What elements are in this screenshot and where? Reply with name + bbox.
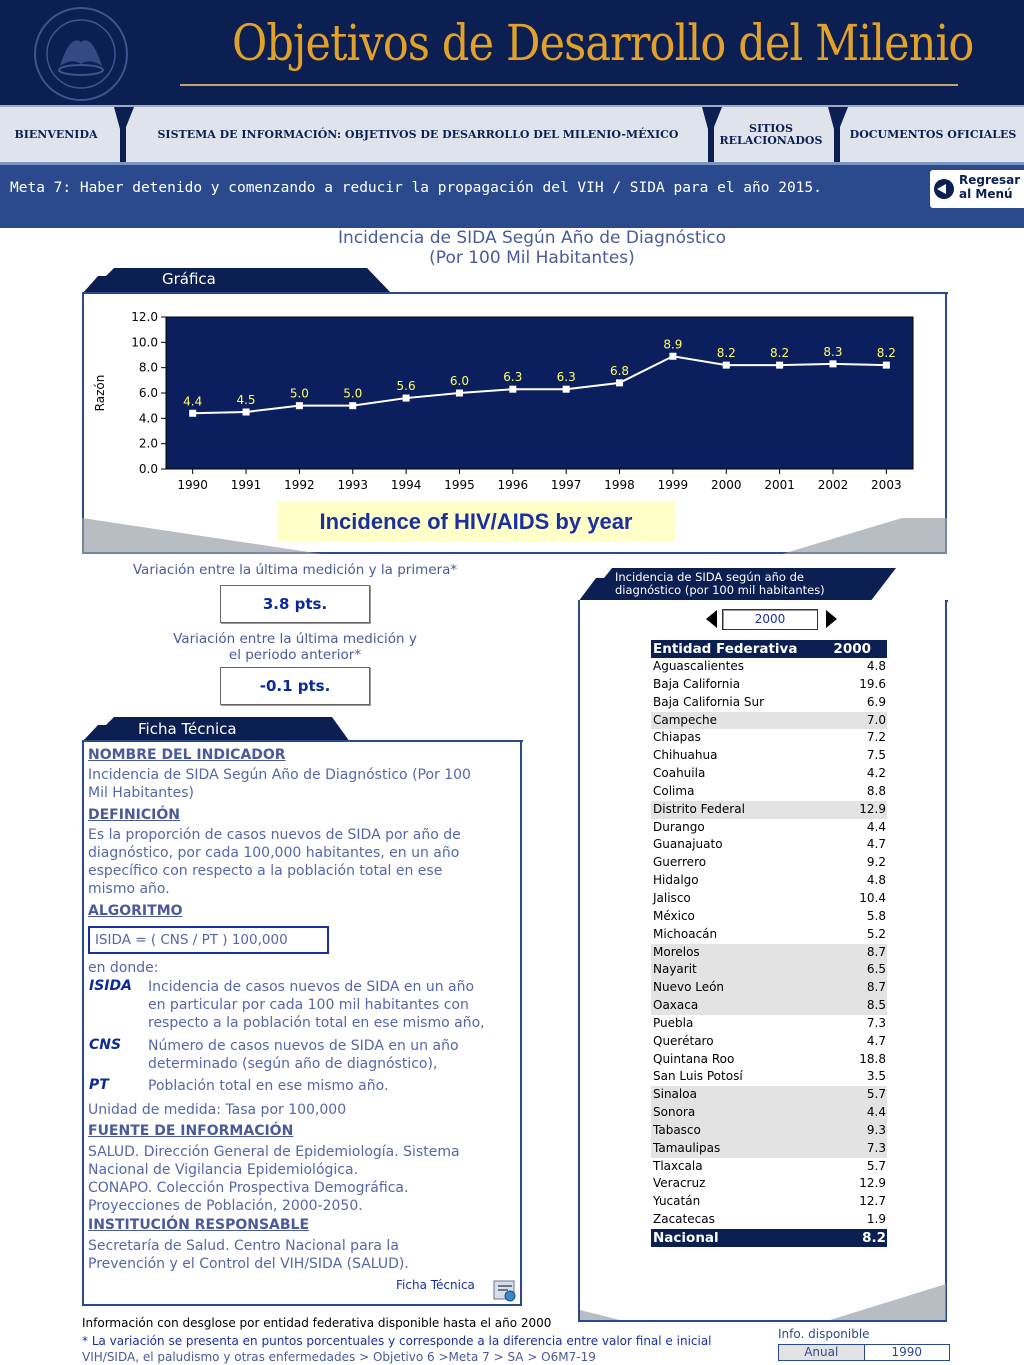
- variation-previous-value: -0.1 pts.: [220, 667, 370, 705]
- table-cell-entity: Nayarit: [653, 962, 697, 977]
- table-cell-value: 9.3: [866, 1122, 886, 1137]
- table-tab-label-line2: diagnóstico (por 100 mil habitantes): [615, 583, 825, 597]
- x-tick-label: 2003: [871, 478, 902, 492]
- y-tick-label: 0.0: [138, 462, 158, 476]
- x-tick-label: 2001: [764, 478, 795, 492]
- table-cell-value: 10.4: [859, 890, 886, 905]
- table-cell-entity: Durango: [653, 819, 705, 834]
- data-label: 6.8: [609, 363, 630, 378]
- table-cell-value: 7.0: [866, 712, 886, 727]
- table-row: [651, 1015, 887, 1033]
- table-row: [651, 908, 887, 926]
- table-cell-entity: Baja California Sur: [653, 694, 765, 709]
- table-row: [651, 961, 887, 979]
- indicator-name-line1: Incidencia de SIDA Según Año de Diagnóstico (Por 100: [88, 767, 471, 783]
- ficha-tecnica-link[interactable]: Ficha Técnica: [396, 1278, 475, 1292]
- table-cell-value: 4.4: [866, 1105, 886, 1120]
- variation-first-value: 3.8 pts.: [220, 585, 370, 623]
- table-row: [651, 658, 887, 676]
- data-point: [669, 353, 676, 360]
- table-tab-label-line1: Incidencia de SIDA según año de: [615, 570, 804, 584]
- source-line1: SALUD. Dirección General de Epidemiología. Sistema: [88, 1144, 460, 1160]
- table-row: [651, 729, 887, 747]
- table-header-year: 2000: [833, 641, 871, 657]
- goal-text: Meta 7: Haber detenido y comenzando a reducir la propagación del VIH / SIDA para el año 2015.: [10, 180, 822, 196]
- nav-documentos-label: DOCUMENTOS OFICIALES: [849, 127, 1017, 141]
- formula-box: ISIDA = ( CNS / PT ) 100,000: [88, 926, 329, 954]
- table-row: [651, 1211, 887, 1229]
- symbol-isida-line2: en particular por cada 100 mil habitantes con: [148, 997, 469, 1013]
- x-tick-label: 1994: [390, 478, 422, 492]
- table-cell-entity: Sinaloa: [653, 1087, 697, 1102]
- table-cell-entity: Aguascalientes: [653, 659, 744, 673]
- national-seal-icon: [20, 4, 142, 102]
- x-tick-label: 1992: [284, 478, 315, 492]
- source-line3: CONAPO. Colección Prospectiva Demográfica.: [88, 1180, 409, 1196]
- unit-of-measure: Unidad de medida: Tasa por 100,000: [88, 1102, 347, 1118]
- table-cell-value: 12.7: [859, 1194, 886, 1209]
- y-tick-label: 12.0: [131, 310, 158, 324]
- table-cell-entity: Puebla: [653, 1015, 694, 1030]
- x-tick-label: 1993: [337, 478, 369, 492]
- variation-previous-label: [120, 631, 470, 663]
- y-tick-label: 8.0: [138, 360, 158, 375]
- nav-documentos-oficiales[interactable]: [842, 107, 1024, 162]
- institution-line1: Secretaría de Salud. Centro Nacional para la: [88, 1238, 399, 1254]
- table-row: [651, 747, 887, 765]
- table-row: [651, 854, 887, 872]
- nav-sitios-label-line2: RELACIONADOS: [719, 133, 823, 147]
- table-cell-entity: Guerrero: [653, 855, 707, 870]
- data-label: 8.3: [823, 344, 843, 359]
- table-cell-entity: Distrito Federal: [653, 801, 745, 816]
- where-label: en donde:: [88, 960, 159, 976]
- symbol-isida-line1: Incidencia de casos nuevos de SIDA en un año: [148, 979, 475, 995]
- data-label: 6.3: [556, 370, 576, 385]
- nav-sitios-label-line1: SITIOS: [749, 121, 793, 135]
- x-tick-label: 1999: [657, 478, 689, 492]
- y-axis-label: Razón: [93, 374, 107, 412]
- definition-line4: mismo año.: [88, 881, 170, 897]
- symbol-pt: PT: [89, 1077, 109, 1093]
- x-tick-label: 1990: [177, 478, 208, 492]
- table-row: [651, 801, 887, 819]
- data-point: [509, 386, 516, 393]
- chart-tab-label: Gráfica: [162, 270, 216, 288]
- table-row: [651, 836, 887, 854]
- table-cell-entity: Yucatán: [653, 1194, 701, 1209]
- table-cell-value: 5.7: [866, 1087, 886, 1102]
- data-point: [776, 362, 783, 369]
- back-label-line2: al Menú: [959, 187, 1013, 201]
- table-cell-entity: Morelos: [653, 944, 700, 959]
- table-cell-entity: Baja California: [653, 676, 741, 691]
- source-heading: FUENTE DE INFORMACIÓN: [88, 1123, 294, 1139]
- data-point: [723, 362, 730, 369]
- table-cell-value: 5.2: [866, 926, 886, 941]
- table-cell-entity: Tabasco: [653, 1122, 701, 1137]
- y-tick-label: 10.0: [131, 335, 158, 350]
- document-icon[interactable]: [491, 1278, 519, 1304]
- back-arrow-icon: [934, 179, 954, 199]
- y-tick-label: 6.0: [138, 386, 158, 400]
- nav-sitios-relacionados[interactable]: [712, 107, 830, 162]
- data-label: 8.2: [876, 346, 896, 361]
- data-label: 8.9: [663, 337, 683, 352]
- table-row: [651, 1193, 887, 1211]
- data-point: [403, 395, 410, 402]
- info-year: 1990: [891, 1345, 923, 1359]
- table-row: [651, 1051, 887, 1069]
- symbol-isida: ISIDA: [89, 978, 132, 994]
- previous-year-button[interactable]: [706, 610, 717, 628]
- data-label: 6.3: [503, 370, 523, 385]
- table-row: [651, 712, 887, 730]
- x-tick-label: 2000: [710, 478, 742, 492]
- definition-line1: Es la proporción de casos nuevos de SIDA por año de: [88, 827, 461, 843]
- footer-variation-note: * La variación se presenta en puntos porcentuales y corresponde a la diferencia entre valor final e inicial: [82, 1334, 712, 1348]
- chart-caption: Incidence of HIV/AIDS by year: [277, 502, 675, 542]
- y-tick-label: 2.0: [138, 436, 158, 451]
- table-row: [651, 890, 887, 908]
- table-cell-entity: Querétaro: [653, 1033, 714, 1048]
- x-tick-label: 2002: [817, 478, 849, 492]
- state-data-table: [651, 640, 887, 1247]
- table-tab-label: [615, 571, 825, 597]
- data-point: [829, 360, 836, 367]
- source-line4: Proyecciones de Población, 2000-2050.: [88, 1198, 363, 1214]
- data-point: [456, 390, 463, 397]
- table-row: [651, 1104, 887, 1122]
- table-cell-value: 8.8: [866, 783, 886, 798]
- back-label: [959, 173, 1020, 201]
- info-available-box: [778, 1344, 950, 1361]
- table-cell-value: 7.2: [866, 730, 886, 745]
- table-cell-entity: Campeche: [653, 712, 718, 727]
- table-total-name: Nacional: [653, 1230, 719, 1246]
- table-cell-entity: Tlaxcala: [653, 1158, 703, 1173]
- table-cell-value: 6.5: [866, 962, 886, 977]
- goal-bar: [0, 162, 1024, 228]
- site-title: Objetivos de Desarrollo del Milenio: [232, 14, 974, 72]
- variation-previous-label-line2: el periodo anterior*: [228, 647, 362, 663]
- info-period: Anual: [779, 1345, 865, 1360]
- institution-heading: INSTITUCIÓN RESPONSABLE: [88, 1217, 310, 1233]
- table-cell-value: 3.5: [866, 1069, 886, 1084]
- table-header-entity: Entidad Federativa: [653, 641, 798, 657]
- table-row: [651, 694, 887, 712]
- x-tick-label: 1996: [497, 478, 529, 492]
- data-label: 5.0: [343, 386, 363, 401]
- table-cell-value: 6.9: [866, 694, 886, 709]
- next-year-button[interactable]: [826, 610, 837, 628]
- data-label: 6.0: [449, 374, 470, 388]
- table-cell-entity: Chihuahua: [653, 748, 718, 763]
- table-total-row: [651, 1229, 887, 1247]
- page-title-line2: (Por 100 Mil Habitantes): [429, 248, 635, 268]
- info-available-label: Info. disponible: [778, 1327, 870, 1341]
- table-cell-value: 19.6: [859, 676, 886, 691]
- table-cell-value: 4.8: [866, 873, 886, 888]
- table-cell-value: 4.4: [866, 819, 886, 834]
- table-row: [651, 997, 887, 1015]
- chart-plot-area: [166, 317, 913, 469]
- table-row: [651, 1122, 887, 1140]
- table-row: [651, 1158, 887, 1176]
- x-tick-label: 1991: [230, 478, 262, 492]
- table-cell-value: 7.3: [866, 1140, 886, 1155]
- table-row: [651, 926, 887, 944]
- table-cell-value: 7.3: [866, 1015, 886, 1030]
- definition-line3: específico con respecto a la población total en ese: [88, 863, 443, 879]
- table-header: [651, 640, 887, 658]
- table-total-value: 8.2: [862, 1230, 886, 1246]
- data-point: [189, 410, 196, 417]
- footer-availability-note: Información con desglose por entidad federativa disponible hasta el año 2000: [82, 1316, 552, 1330]
- data-label: 5.6: [396, 379, 416, 394]
- symbol-pt-line1: Población total en ese mismo año.: [148, 1078, 389, 1094]
- variation-first-label: Variación entre la última medición y la primera*: [132, 562, 458, 578]
- table-cell-entity: Sonora: [653, 1105, 696, 1120]
- data-label: 8.2: [770, 346, 790, 361]
- table-cell-value: 7.5: [866, 748, 886, 763]
- indicator-name-line2: Mil Habitantes): [88, 785, 194, 801]
- table-cell-entity: Coahuila: [653, 766, 706, 781]
- symbol-isida-line3: respecto a la población total en ese mismo año,: [148, 1015, 485, 1031]
- table-cell-entity: Michoacán: [653, 926, 718, 941]
- back-to-menu-button[interactable]: [930, 170, 1024, 208]
- table-cell-entity: Colima: [653, 783, 695, 798]
- source-line2: Nacional de Vigilancia Epidemiológica.: [88, 1162, 359, 1178]
- table-row: [651, 676, 887, 694]
- year-selector[interactable]: 2000: [722, 609, 818, 630]
- y-tick-label: 4.0: [138, 411, 158, 426]
- variation-previous-label-line1: Variación entre la última medición y: [173, 631, 417, 647]
- table-cell-value: 8.7: [866, 980, 886, 995]
- table-row: [651, 944, 887, 962]
- title-underline: [180, 84, 958, 86]
- data-point: [243, 409, 250, 416]
- table-cell-entity: Jalisco: [653, 890, 691, 905]
- page-title-line1: Incidencia de SIDA Según Año de Diagnóstico: [337, 228, 727, 248]
- table-cell-entity: San Luis Potosí: [653, 1069, 743, 1084]
- nav-sistema-informacion[interactable]: [134, 107, 702, 162]
- table-row: [651, 819, 887, 837]
- nav-sistema-label: SISTEMA DE INFORMACIÓN: OBJETIVOS DE DESARROLLO DEL MILENIO-MÉXICO: [157, 127, 679, 141]
- data-point: [563, 386, 570, 393]
- table-cell-value: 12.9: [859, 1176, 886, 1191]
- definition-heading: DEFINICIÓN: [88, 807, 180, 823]
- footer-breadcrumb: VIH/SIDA, el paludismo y otras enfermedades > Objetivo 6 >Meta 7 > SA > O6M7-19: [82, 1350, 596, 1364]
- x-tick-label: 1997: [550, 478, 582, 492]
- table-cell-entity: Zacatecas: [653, 1212, 715, 1227]
- table-row: [651, 783, 887, 801]
- data-label: 5.0: [289, 386, 309, 401]
- table-cell-value: 12.9: [859, 801, 886, 816]
- table-cell-entity: Chiapas: [653, 730, 701, 745]
- table-cell-value: 4.8: [866, 659, 886, 673]
- table-row: [651, 979, 887, 997]
- definition-line2: diagnóstico, por cada 100,000 habitantes, en un año: [88, 845, 460, 861]
- data-point: [349, 402, 356, 409]
- table-cell-value: 8.5: [866, 998, 886, 1013]
- table-cell-value: 4.7: [866, 837, 886, 852]
- data-point: [616, 379, 623, 386]
- ficha-tab-label: Ficha Técnica: [138, 720, 237, 738]
- table-row: [651, 872, 887, 890]
- table-row: [651, 1068, 887, 1086]
- data-label: 4.5: [236, 393, 256, 407]
- nav-separator: [114, 107, 134, 162]
- nav-bienvenida-label: BIENVENIDA: [14, 127, 98, 141]
- table-cell-entity: México: [653, 908, 695, 923]
- table-cell-entity: Tamaulipas: [653, 1140, 721, 1155]
- table-cell-value: 18.8: [859, 1051, 886, 1066]
- data-label: 4.4: [183, 394, 203, 409]
- table-cell-value: 4.7: [866, 1033, 886, 1048]
- nav-bienvenida[interactable]: [0, 107, 112, 162]
- algorithm-heading: ALGORITMO: [88, 903, 183, 919]
- data-label: 8.2: [716, 346, 736, 361]
- table-cell-entity: Nuevo León: [653, 980, 725, 995]
- x-tick-label: 1995: [444, 478, 475, 492]
- table-row: [651, 1175, 887, 1193]
- main-nav: [0, 105, 1024, 162]
- indicator-name-heading: NOMBRE DEL INDICADOR: [88, 747, 286, 763]
- table-cell-entity: Veracruz: [653, 1176, 706, 1191]
- table-row: [651, 1086, 887, 1104]
- table-row: [651, 1140, 887, 1158]
- data-point: [883, 362, 890, 369]
- table-cell-entity: Hidalgo: [653, 873, 699, 888]
- data-point: [296, 402, 303, 409]
- symbol-cns-line1: Número de casos nuevos de SIDA en un año: [148, 1038, 459, 1054]
- page-title: [200, 228, 864, 268]
- table-cell-entity: Quintana Roo: [653, 1051, 735, 1066]
- institution-line2: Prevención y el Control del VIH/SIDA (SALUD).: [88, 1256, 409, 1272]
- back-label-line1: Regresar: [959, 173, 1021, 187]
- table-cell-value: 9.2: [866, 855, 886, 870]
- x-tick-label: 1998: [604, 478, 635, 492]
- table-cell-value: 5.7: [866, 1158, 886, 1173]
- symbol-cns-line2: determinado (según año de diagnóstico),: [148, 1056, 438, 1072]
- symbol-cns: CNS: [89, 1037, 122, 1053]
- table-cell-value: 8.7: [866, 944, 886, 959]
- table-cell-entity: Oaxaca: [653, 998, 699, 1013]
- table-row: [651, 1033, 887, 1051]
- table-cell-value: 5.8: [866, 908, 886, 923]
- table-cell-value: 4.2: [866, 766, 886, 781]
- site-header: [0, 0, 1024, 105]
- table-cell-entity: Guanajuato: [653, 837, 723, 852]
- table-panel-decoration: [580, 1280, 946, 1320]
- table-cell-value: 1.9: [866, 1212, 886, 1227]
- table-row: [651, 765, 887, 783]
